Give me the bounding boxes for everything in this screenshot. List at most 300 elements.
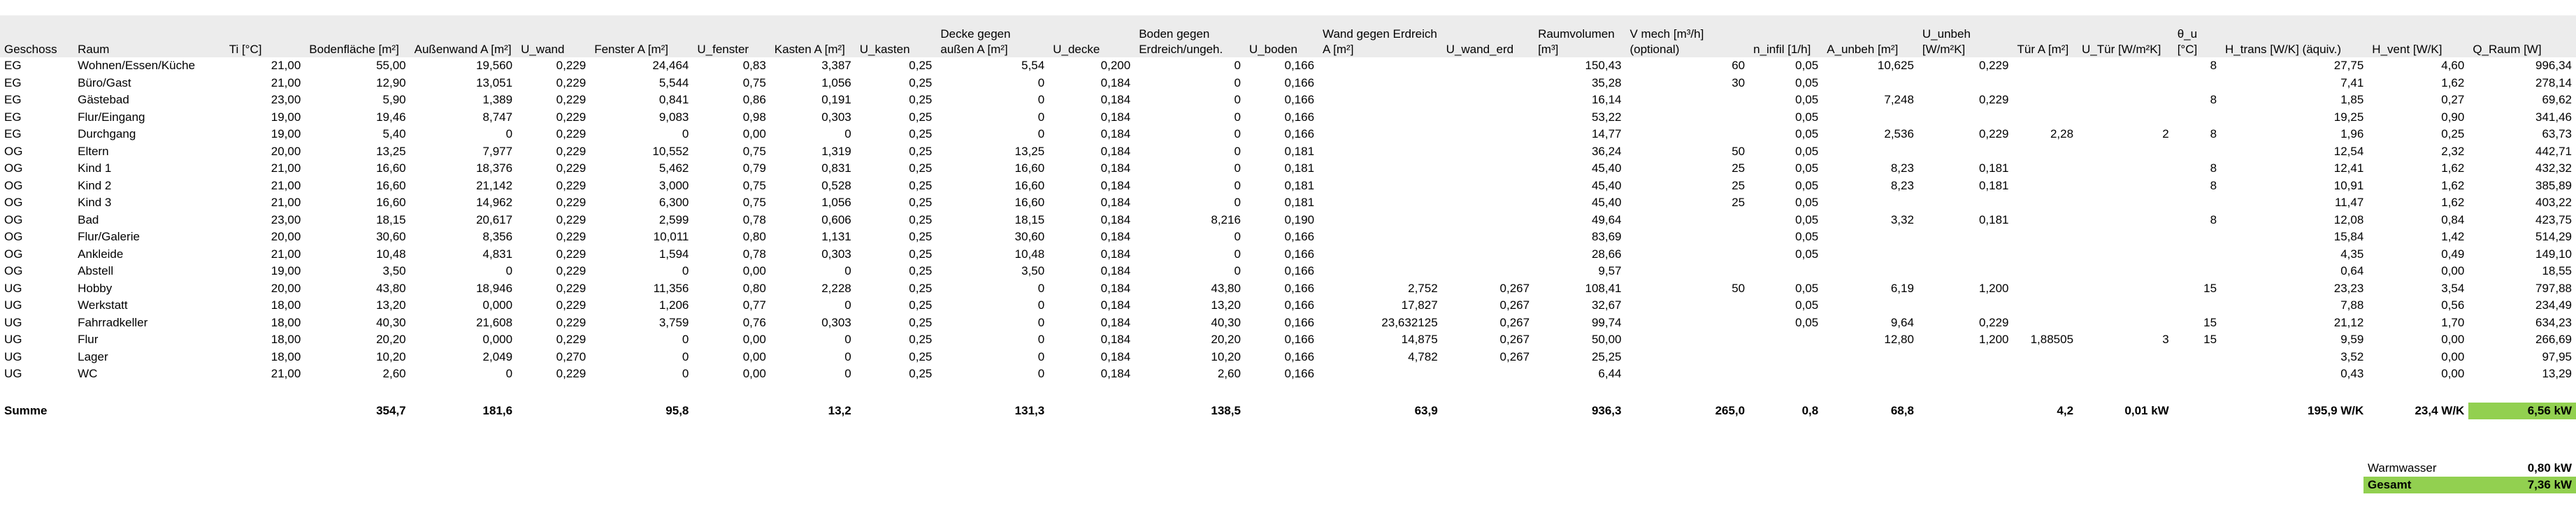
table-cell: 0,184: [1100, 264, 1131, 277]
table-cell: Durchgang: [78, 127, 136, 140]
table-cell: 0: [844, 298, 851, 312]
table-cell: 16,14: [1591, 93, 1622, 106]
table-cell: 0,25: [2441, 127, 2465, 140]
gesamt-label: Gesamt: [2363, 477, 2505, 493]
table-cell: 2,599: [659, 212, 689, 226]
table-cell: 0,181: [1978, 178, 2009, 192]
table-cell: 10,625: [1877, 59, 1914, 72]
table-cell: Ankleide: [78, 247, 124, 261]
table-cell: 0,184: [1100, 127, 1131, 140]
table-cell: 1,62: [2441, 75, 2465, 89]
table-cell: 1,42: [2441, 230, 2465, 243]
table-cell: 0,166: [1284, 59, 1315, 72]
table-cell: Fahrradkeller: [78, 315, 148, 329]
table-cell: 0,05: [1795, 75, 1819, 89]
column-header-label: Boden gegen Erdreich/ungeh.: [1139, 27, 1223, 56]
table-cell: 21,00: [271, 75, 301, 89]
table-cell: 403,22: [2535, 196, 2572, 209]
table-cell: 2,049: [482, 349, 513, 363]
table-cell: 0: [1037, 93, 1045, 106]
column-header: [1442, 15, 1534, 57]
table-cell: 0: [1234, 196, 1241, 209]
table-cell: 10,20: [1211, 349, 1241, 363]
table-cell: 0,78: [742, 247, 766, 261]
table-cell: 0,229: [556, 298, 587, 312]
summary-cell: 13,2: [828, 403, 851, 417]
table-cell: 23,632125: [1381, 315, 1438, 329]
table-cell: EG: [4, 127, 22, 140]
table-cell: 8,23: [1890, 178, 1914, 192]
table-row: [0, 280, 2576, 298]
table-cell: 0,00: [742, 333, 766, 346]
table-row: [0, 109, 2576, 127]
table-cell: 0,181: [1284, 161, 1315, 175]
table-cell: 0: [682, 333, 689, 346]
table-cell: 0,56: [2441, 298, 2465, 312]
table-cell: [2013, 57, 2078, 75]
table-cell: 83,69: [1591, 230, 1622, 243]
table-cell: 0,229: [556, 230, 587, 243]
summary-cell: [2173, 403, 2221, 420]
column-header: [693, 15, 770, 57]
table-cell: 278,14: [2535, 75, 2572, 89]
table-cell: 10,011: [653, 230, 689, 243]
table-cell: [2078, 212, 2173, 229]
table-cell: 0,05: [1795, 298, 1819, 312]
table-cell: 2,60: [1217, 367, 1241, 380]
table-cell: [1442, 126, 1534, 143]
table-cell: 0,166: [1284, 127, 1315, 140]
table-cell: 0: [1037, 315, 1045, 329]
table-cell: 7,977: [482, 144, 513, 158]
table-cell: 385,89: [2535, 178, 2572, 192]
table-cell: 0,229: [556, 196, 587, 209]
table-cell: [2078, 263, 2173, 280]
column-header: [856, 15, 937, 57]
table-cell: 0,25: [909, 247, 933, 261]
table-cell: 97,95: [2542, 349, 2572, 363]
table-cell: 0,229: [1978, 59, 2009, 72]
table-cell: 27,75: [2333, 59, 2364, 72]
table-cell: OG: [4, 161, 23, 175]
table-cell: [1918, 75, 2013, 92]
table-row: [0, 315, 2576, 332]
table-cell: 35,28: [1591, 75, 1622, 89]
table-cell: 0,270: [556, 349, 587, 363]
table-row: [0, 297, 2576, 315]
table-cell: 10,20: [376, 349, 406, 363]
table-row: [0, 212, 2576, 229]
table-cell: 8: [2210, 161, 2217, 175]
table-cell: 20,00: [271, 144, 301, 158]
table-cell: 0,25: [909, 264, 933, 277]
table-cell: [1625, 246, 1749, 263]
table-cell: 0,98: [742, 110, 766, 124]
table-cell: 0,181: [1284, 178, 1315, 192]
table-cell: 30,60: [1014, 230, 1045, 243]
table-cell: [1918, 194, 2013, 212]
table-cell: [2013, 315, 2078, 332]
table-cell: UG: [4, 315, 22, 329]
table-cell: 0,166: [1284, 264, 1315, 277]
table-cell: 55,00: [376, 59, 406, 72]
table-cell: 19,00: [271, 127, 301, 140]
table-cell: Hobby: [78, 281, 113, 295]
table-cell: 0,000: [482, 333, 513, 346]
table-cell: 13,25: [1014, 144, 1045, 158]
table-cell: Lager: [78, 349, 108, 363]
table-cell: 0,184: [1100, 367, 1131, 380]
table-cell: 1,131: [821, 230, 851, 243]
table-cell: 13,29: [2542, 367, 2572, 380]
table-cell: 8: [2210, 212, 2217, 226]
table-cell: 21,00: [271, 196, 301, 209]
table-cell: 20,00: [271, 230, 301, 243]
table-cell: [1822, 109, 1918, 127]
table-cell: [1625, 229, 1749, 246]
table-cell: 43,80: [1211, 281, 1241, 295]
table-cell: 0: [682, 349, 689, 363]
table-cell: [1918, 349, 2013, 366]
table-cell: 0,00: [742, 264, 766, 277]
table-cell: 432,32: [2535, 161, 2572, 175]
summary-cell: [1442, 403, 1534, 420]
summary-cell: 936,3: [1591, 403, 1622, 417]
table-cell: 0: [1234, 144, 1241, 158]
table-cell: 16,60: [376, 196, 406, 209]
table-cell: 1,389: [482, 93, 513, 106]
table-cell: [1822, 75, 1918, 92]
table-cell: 32,67: [1591, 298, 1622, 312]
table-cell: 21,12: [2333, 315, 2364, 329]
table-cell: 8: [2210, 59, 2217, 72]
table-cell: [1318, 246, 1442, 263]
table-cell: [1749, 331, 1822, 349]
table-cell: 23,23: [2333, 281, 2364, 295]
table-cell: [1822, 194, 1918, 212]
table-cell: 1,62: [2441, 161, 2465, 175]
table-cell: [1918, 109, 2013, 127]
table-cell: [2173, 109, 2221, 127]
table-cell: 15: [2203, 315, 2217, 329]
column-header: [410, 15, 517, 57]
table-cell: 3: [2162, 333, 2169, 346]
table-cell: UG: [4, 349, 22, 363]
table-cell: 16,60: [376, 161, 406, 175]
table-cell: [2013, 160, 2078, 178]
table-cell: 234,49: [2535, 298, 2572, 312]
table-cell: [1822, 297, 1918, 315]
table-cell: 0: [1037, 127, 1045, 140]
header-row: [0, 15, 2576, 57]
table-cell: 2,28: [2050, 127, 2074, 140]
table-cell: 0,25: [909, 59, 933, 72]
column-header-label: n_infil [1/h]: [1753, 43, 1811, 56]
table-cell: 0,184: [1100, 161, 1131, 175]
table-cell: [1318, 75, 1442, 92]
table-cell: 0,229: [556, 110, 587, 124]
column-header: [517, 15, 590, 57]
table-cell: 0,166: [1284, 93, 1315, 106]
table-cell: 0,267: [1499, 333, 1530, 346]
column-header: [73, 15, 225, 57]
table-cell: 514,29: [2535, 230, 2572, 243]
table-cell: 0,166: [1284, 315, 1315, 329]
column-header: [2078, 15, 2173, 57]
table-cell: 45,40: [1591, 196, 1622, 209]
table-cell: [1318, 126, 1442, 143]
table-cell: [2078, 143, 2173, 161]
column-header-label: U_boden: [1249, 43, 1297, 56]
table-row: [0, 143, 2576, 161]
table-cell: 0,00: [2441, 264, 2465, 277]
table-cell: [1442, 246, 1534, 263]
table-cell: 21,00: [271, 367, 301, 380]
table-cell: EG: [4, 110, 22, 124]
column-header-label: U_Tür [W/m²K]: [2082, 43, 2161, 56]
table-cell: 0,528: [821, 178, 851, 192]
table-cell: 0,841: [659, 93, 689, 106]
table-cell: 0: [1037, 110, 1045, 124]
column-header: [1318, 15, 1442, 57]
column-header: [2368, 15, 2468, 57]
column-header: [0, 15, 73, 57]
table-cell: [2013, 75, 2078, 92]
table-cell: 0,190: [1284, 212, 1315, 226]
table-cell: [2013, 92, 2078, 109]
table-cell: 0,229: [556, 333, 587, 346]
table-cell: 0,166: [1284, 247, 1315, 261]
table-cell: 0,184: [1100, 281, 1131, 295]
table-row: [0, 57, 2576, 75]
table-cell: [1442, 229, 1534, 246]
summary-cell: [1245, 403, 1318, 420]
spacer-row: [0, 383, 2576, 403]
table-row: [0, 92, 2576, 109]
table-cell: Bad: [78, 212, 99, 226]
table-cell: 0,229: [556, 144, 587, 158]
table-cell: EG: [4, 75, 22, 89]
column-header-label: Bodenfläche [m²]: [309, 43, 399, 56]
table-cell: [1318, 212, 1442, 229]
summary-cell: [225, 403, 305, 420]
table-cell: 0,25: [909, 144, 933, 158]
column-header: [1918, 15, 2013, 57]
table-cell: 36,24: [1591, 144, 1622, 158]
table-cell: [1625, 349, 1749, 366]
table-cell: 0,229: [556, 281, 587, 295]
table-cell: [2078, 57, 2173, 75]
table-cell: [2173, 194, 2221, 212]
column-header-label: U_unbeh [W/m²K]: [1922, 27, 1971, 56]
table-cell: 0,78: [742, 212, 766, 226]
table-cell: 0,05: [1795, 59, 1819, 72]
table-cell: [2013, 246, 2078, 263]
table-cell: [2173, 263, 2221, 280]
table-cell: 18,55: [2542, 264, 2572, 277]
table-cell: 0,00: [742, 127, 766, 140]
table-cell: 0,25: [909, 161, 933, 175]
summary-cell: 23,4 W/K: [2415, 403, 2465, 417]
table-cell: 0,184: [1100, 110, 1131, 124]
table-cell: 14,875: [1401, 333, 1438, 346]
table-cell: 0,229: [556, 247, 587, 261]
table-cell: 0: [1234, 247, 1241, 261]
table-row: [0, 194, 2576, 212]
table-cell: 3,759: [659, 315, 689, 329]
table-cell: 13,20: [376, 298, 406, 312]
table-cell: 12,54: [2333, 144, 2364, 158]
table-cell: [2173, 229, 2221, 246]
gesamt-row: [2363, 477, 2576, 493]
table-cell: 8,356: [482, 230, 513, 243]
table-cell: [2078, 75, 2173, 92]
column-header-label: Q_Raum [W]: [2473, 43, 2542, 56]
table-row: [0, 246, 2576, 263]
table-cell: 0: [1234, 230, 1241, 243]
table-cell: 21,00: [271, 247, 301, 261]
column-header-label: Fenster A [m²]: [594, 43, 669, 56]
table-cell: 3,50: [382, 264, 406, 277]
table-cell: 0,05: [1795, 230, 1819, 243]
table-cell: 0: [1037, 281, 1045, 295]
table-cell: 14,962: [476, 196, 513, 209]
table-cell: [2078, 315, 2173, 332]
table-cell: 18,00: [271, 333, 301, 346]
table-cell: 1,319: [821, 144, 851, 158]
table-cell: 0,229: [556, 59, 587, 72]
table-cell: [2173, 297, 2221, 315]
table-cell: [1625, 212, 1749, 229]
table-cell: 0,05: [1795, 144, 1819, 158]
summary-cell: 131,3: [1014, 403, 1045, 417]
table-cell: [1318, 263, 1442, 280]
table-cell: 21,00: [271, 161, 301, 175]
table-cell: Büro/Gast: [78, 75, 131, 89]
table-cell: 0,25: [909, 298, 933, 312]
table-cell: 0,229: [556, 93, 587, 106]
table-cell: OG: [4, 144, 23, 158]
table-cell: 18,00: [271, 298, 301, 312]
table-cell: [1318, 194, 1442, 212]
column-header: [1049, 15, 1135, 57]
summary-cell: 6,56 kW: [2468, 403, 2576, 420]
table-cell: 2,32: [2441, 144, 2465, 158]
table-cell: 0,184: [1100, 333, 1131, 346]
table-row: [0, 229, 2576, 246]
table-cell: 0,181: [1284, 196, 1315, 209]
table-cell: [2078, 194, 2173, 212]
table-cell: Gästebad: [78, 93, 129, 106]
table-cell: 0,303: [821, 315, 851, 329]
table-cell: 53,22: [1591, 110, 1622, 124]
table-cell: 50,00: [1591, 333, 1622, 346]
column-header: [2173, 15, 2221, 57]
table-row: [0, 160, 2576, 178]
table-cell: 0: [844, 349, 851, 363]
table-cell: 0,05: [1795, 247, 1819, 261]
table-cell: Flur/Galerie: [78, 230, 140, 243]
column-header: [1625, 15, 1749, 57]
table-cell: 3,50: [1021, 264, 1045, 277]
table-cell: 1,200: [1978, 333, 2009, 346]
table-cell: 21,00: [271, 178, 301, 192]
table-cell: 9,083: [659, 110, 689, 124]
table-cell: 1,056: [821, 75, 851, 89]
table-cell: 25: [1732, 178, 1746, 192]
table-cell: 442,71: [2535, 144, 2572, 158]
table-row: [0, 75, 2576, 92]
column-header-label: U_wand: [521, 43, 565, 56]
table-cell: 0,25: [909, 110, 933, 124]
table-cell: 23,00: [271, 212, 301, 226]
table-cell: 12,08: [2333, 212, 2364, 226]
table-cell: 0,25: [909, 196, 933, 209]
table-cell: OG: [4, 178, 23, 192]
table-cell: 69,62: [2542, 93, 2572, 106]
warmwasser-row: [2363, 460, 2576, 477]
table-cell: 3,52: [2340, 349, 2364, 363]
table-cell: 0,184: [1100, 230, 1131, 243]
table-cell: 0,184: [1100, 247, 1131, 261]
column-header-label: U_fenster: [697, 43, 749, 56]
table-cell: [1442, 143, 1534, 161]
table-cell: 25: [1732, 196, 1746, 209]
table-cell: 0,25: [909, 93, 933, 106]
table-cell: 5,54: [1021, 59, 1045, 72]
warmwasser-label: Warmwasser: [2368, 461, 2437, 475]
table-cell: 423,75: [2535, 212, 2572, 226]
table-cell: 3,54: [2441, 281, 2465, 295]
table-cell: 0,25: [909, 333, 933, 346]
table-cell: 0,05: [1795, 93, 1819, 106]
table-cell: Wohnen/Essen/Küche: [78, 59, 196, 72]
table-cell: 21,00: [271, 59, 301, 72]
table-cell: [2013, 263, 2078, 280]
table-cell: [1918, 246, 2013, 263]
table-cell: 0,229: [1978, 93, 2009, 106]
table-cell: 8: [2210, 127, 2217, 140]
table-cell: [1442, 57, 1534, 75]
summary-cell: 68,8: [1890, 403, 1914, 417]
table-cell: [1442, 109, 1534, 127]
table-cell: 0,166: [1284, 349, 1315, 363]
table-cell: 150,43: [1585, 59, 1622, 72]
column-header-label: A_unbeh [m²]: [1827, 43, 1899, 56]
table-cell: [2013, 212, 2078, 229]
table-cell: 10,48: [376, 247, 406, 261]
table-cell: [1822, 366, 1918, 383]
table-cell: 0,166: [1284, 281, 1315, 295]
table-cell: 0,184: [1100, 298, 1131, 312]
table-cell: 0,25: [909, 349, 933, 363]
table-cell: 0,75: [742, 144, 766, 158]
table-cell: 11,356: [653, 281, 689, 295]
table-cell: 45,40: [1591, 178, 1622, 192]
table-cell: [1822, 143, 1918, 161]
table-cell: 0,181: [1284, 144, 1315, 158]
summary-cell: 4,2: [2057, 403, 2074, 417]
table-cell: 1,85: [2340, 93, 2364, 106]
table-cell: 15: [2203, 281, 2217, 295]
table-cell: 9,59: [2340, 333, 2364, 346]
column-header: [590, 15, 693, 57]
table-cell: 16,60: [1014, 196, 1045, 209]
table-cell: 18,376: [476, 161, 513, 175]
column-header: [770, 15, 856, 57]
table-cell: 0,200: [1100, 59, 1131, 72]
table-cell: [2013, 349, 2078, 366]
